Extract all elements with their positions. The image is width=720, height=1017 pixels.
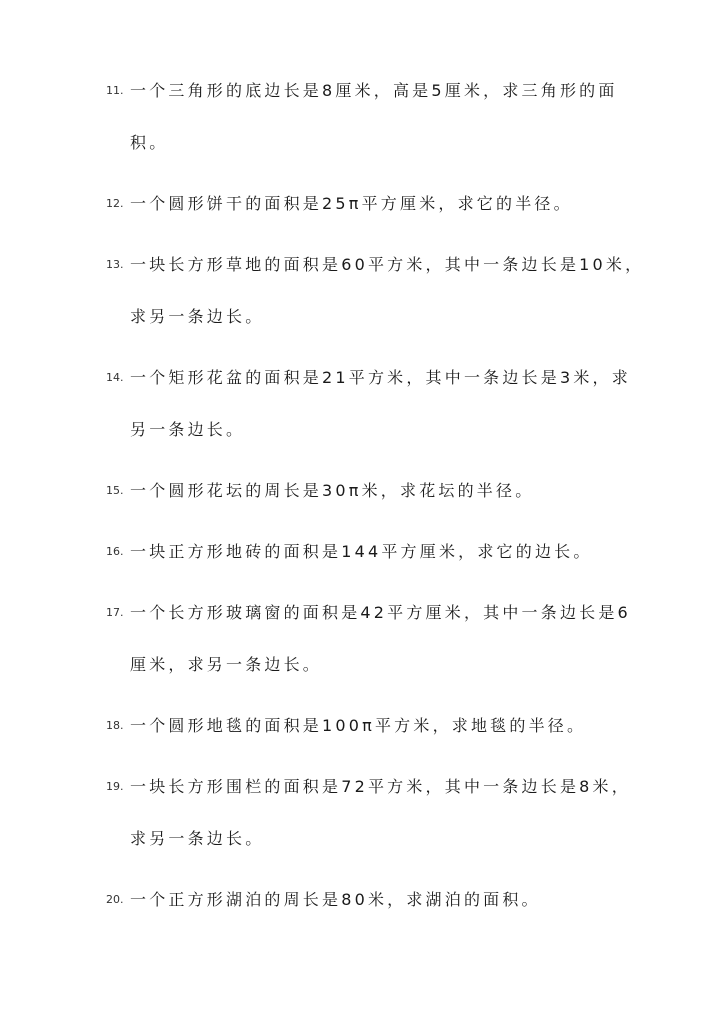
problem-text: 一个圆形饼干的面积是25π平方厘米，求它的半径。 [130, 194, 573, 213]
problem-number: 20. [106, 893, 124, 906]
problem-text: 一个圆形地毯的面积是100π平方米，求地毯的半径。 [130, 716, 587, 735]
problem-number: 17. [106, 606, 124, 619]
problem-item-13 [106, 256, 646, 343]
problem-text: 一个矩形花盆的面积是21平方米，其中一条边长是3米，求另一条边长。 [130, 368, 631, 439]
problem-item-12 [106, 195, 646, 230]
problem-text: 一个圆形花坛的周长是30π米，求花坛的半径。 [130, 481, 535, 500]
problem-text: 一块长方形草地的面积是60平方米，其中一条边长是10米，求另一条边长。 [130, 255, 645, 326]
problem-number: 13. [106, 258, 124, 271]
problem-number: 18. [106, 719, 124, 732]
problem-text: 一个正方形湖泊的周长是80米，求湖泊的面积。 [130, 890, 541, 909]
problem-number: 15. [106, 484, 124, 497]
problem-number: 16. [106, 545, 124, 558]
problem-number: 14. [106, 371, 124, 384]
problem-item-16 [106, 543, 646, 578]
problem-item-19 [106, 778, 646, 865]
problem-item-11 [106, 82, 646, 169]
problem-number: 11. [106, 84, 124, 97]
problem-text: 一个长方形玻璃窗的面积是42平方厘米，其中一条边长是6厘米，求另一条边长。 [130, 603, 631, 674]
problem-text: 一个三角形的底边长是8厘米，高是5厘米，求三角形的面积。 [130, 81, 618, 152]
problem-text: 一块长方形围栏的面积是72平方米，其中一条边长是8米，求另一条边长。 [130, 777, 631, 848]
problem-item-18 [106, 717, 646, 752]
problem-number: 19. [106, 780, 124, 793]
problem-item-14 [106, 369, 646, 456]
problem-item-15 [106, 482, 646, 517]
problem-item-17 [106, 604, 646, 691]
problem-list [106, 82, 646, 952]
problem-text: 一块正方形地砖的面积是144平方厘米，求它的边长。 [130, 542, 593, 561]
problem-number: 12. [106, 197, 124, 210]
problem-item-20 [106, 891, 646, 926]
